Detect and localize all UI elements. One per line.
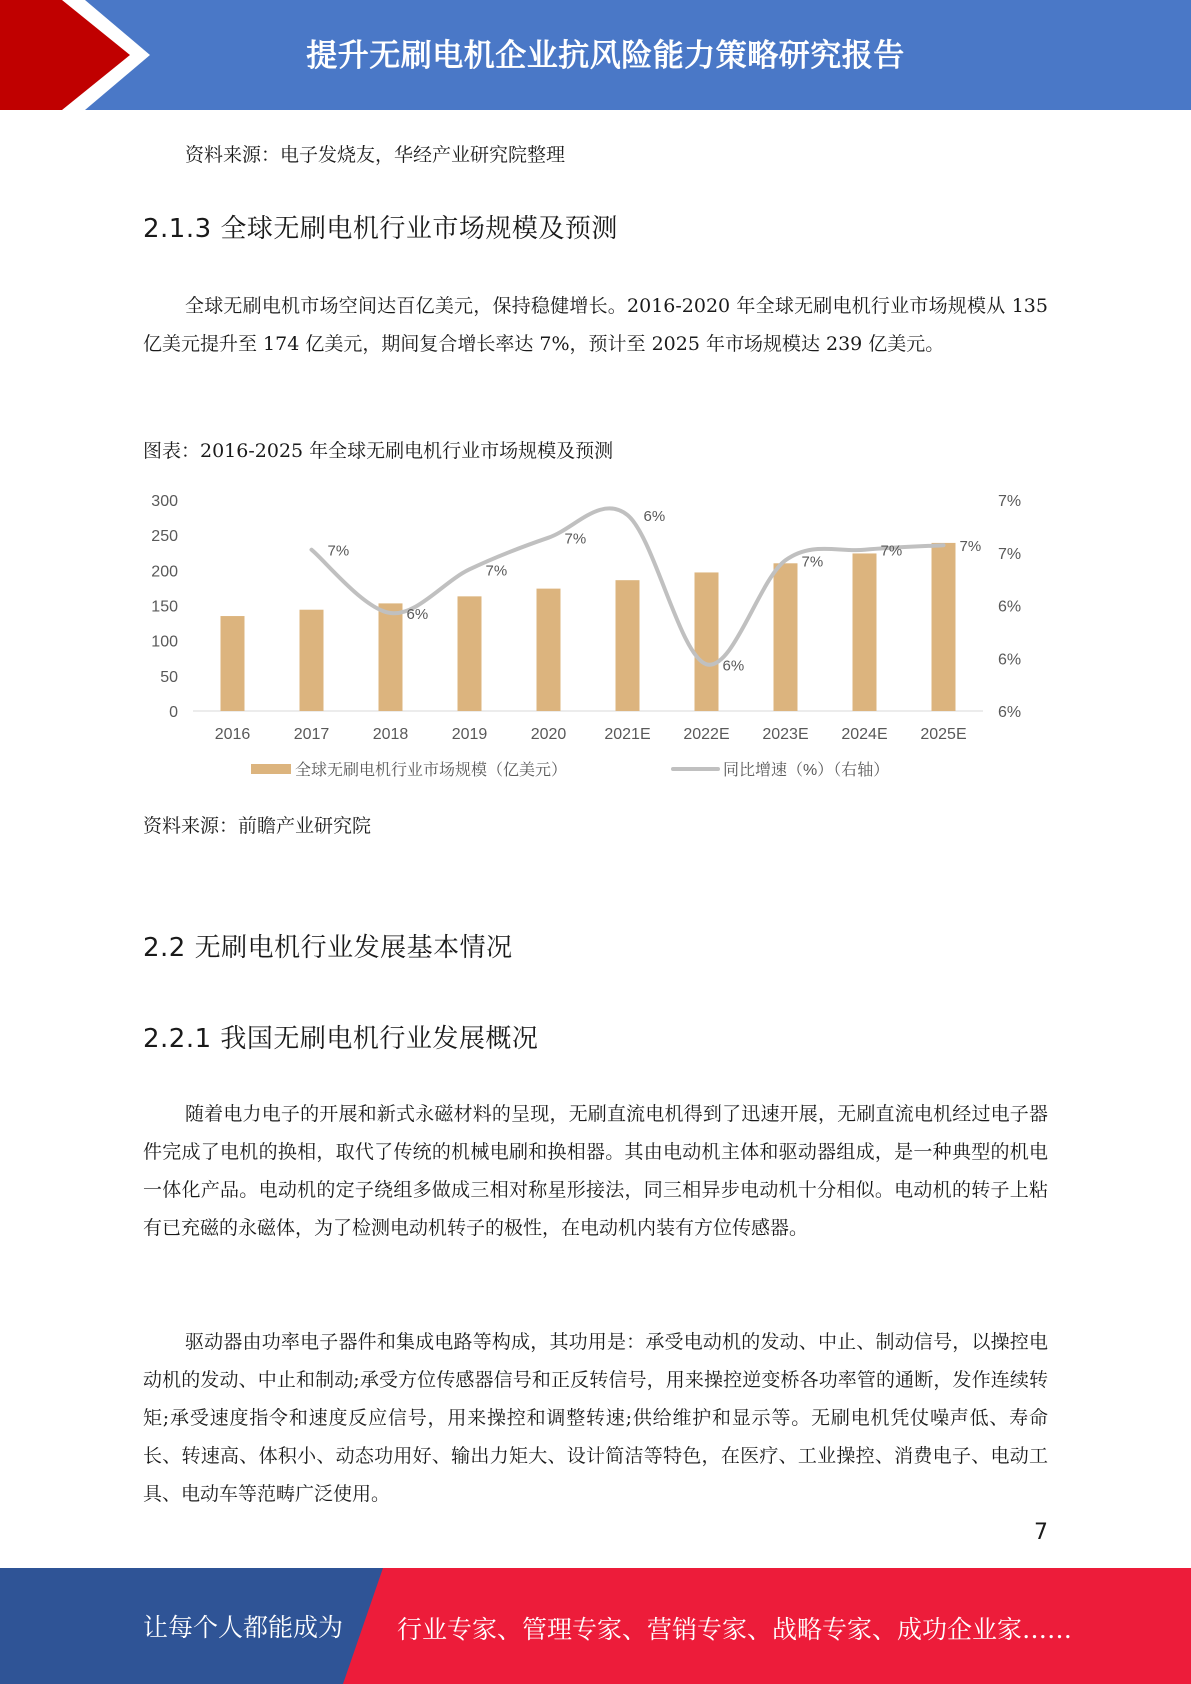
footer-slogan-right: 行业专家、管理专家、营销专家、战略专家、成功企业家…… [397, 1615, 1073, 1644]
x-axis-tick-label: 2023E [762, 726, 809, 743]
right-axis-tick-label: 6% [998, 598, 1022, 616]
section-2-1-3-paragraph: 全球无刷电机市场空间达百亿美元，保持稳健增长。2016-2020 年全球无刷电机行业市场规模从 135 亿美元提升至 174 亿美元，期间复合增长率达 7%，预计至 2025 年市场规模达 239 亿美元。 [143, 295, 1048, 355]
bar-market-size [221, 616, 245, 711]
bar-market-size [537, 589, 561, 711]
report-title: 提升无刷电机企业抗风险能力策略研究报告 [306, 38, 905, 74]
growth-rate-data-label: 7% [327, 542, 350, 560]
growth-rate-data-label: 7% [564, 530, 587, 548]
growth-rate-data-label: 7% [801, 553, 824, 571]
left-axis-tick-label: 0 [169, 704, 178, 721]
legend-line-label: 同比增速（%）（右轴） [723, 762, 890, 779]
intro-source-note: 资料来源：电子发烧友，华经产业研究院整理 [185, 144, 566, 166]
section-heading-2-1-3: 2.1.3 全球无刷电机行业市场规模及预测 [143, 214, 618, 244]
left-axis-tick-label: 200 [151, 563, 178, 581]
page-number: 7 [1034, 1520, 1048, 1545]
x-axis-tick-label: 2022E [683, 726, 730, 743]
bar-market-size [932, 543, 956, 711]
section-heading-2-2-1: 2.2.1 我国无刷电机行业发展概况 [143, 1024, 539, 1054]
page-header [0, 0, 1191, 110]
right-axis-tick-label: 6% [998, 651, 1022, 669]
x-axis-tick-label: 2016 [214, 726, 251, 743]
bar-market-size [379, 603, 403, 711]
x-axis-tick-label: 2018 [372, 726, 409, 743]
growth-rate-data-label: 7% [959, 538, 982, 556]
x-axis-tick-label: 2024E [841, 726, 888, 743]
page-footer [0, 1568, 1191, 1684]
growth-rate-data-label: 7% [880, 542, 903, 560]
growth-rate-data-label: 6% [722, 657, 745, 675]
right-axis-tick-label: 7% [998, 545, 1022, 563]
growth-rate-data-label: 6% [643, 508, 666, 526]
section-2-2-1-paragraph-1: 随着电力电子的开展和新式永磁材料的呈现，无刷直流电机得到了迅速开展，无刷直流电机经过电子器件完成了电机的换相，取代了传统的机械电刷和换相器。其由电动机主体和驱动器组成，是一种典型的机电一体化产品。电动机的定子绕组多做成三相对称星形接法，同三相异步电动机十分相似。电动机的转子上粘有已充磁的永磁体，为了检测电动机转子的极性，在电动机内装有方位传感器。 [143, 1103, 1048, 1239]
left-axis-tick-label: 50 [160, 668, 178, 686]
right-axis-tick-label: 7% [998, 493, 1022, 510]
x-axis-tick-label: 2021E [604, 726, 651, 743]
growth-rate-data-label: 7% [485, 562, 508, 580]
figure-source: 资料来源：前瞻产业研究院 [143, 815, 372, 837]
legend-bar-swatch [251, 764, 291, 774]
footer-slogan-left: 让每个人都能成为 [143, 1613, 344, 1642]
bar-market-size [616, 580, 640, 711]
x-axis-tick-label: 2017 [293, 726, 330, 743]
section-2-2-1-paragraph-2: 驱动器由功率电子器件和集成电路等构成，其功用是：承受电动机的发动、中止、制动信号，以操控电动机的发动、中止和制动;承受方位传感器信号和正反转信号，用来操控逆变桥各功率管的通断，发作连续转矩;承受速度指令和速度反应信号，用来操控和调整转速;供给维护和显示等。无刷电机凭仗噪声低、寿命长、转速高、体积小、动态功用好、输出力矩大、设计简洁等特色，在医疗、工业操控、消费电子、电动工具、电动车等范畴广泛使用。 [143, 1331, 1048, 1505]
bar-market-size [300, 610, 324, 711]
bar-market-size [458, 596, 482, 711]
figure-caption: 图表：2016-2025 年全球无刷电机行业市场规模及预测 [143, 440, 614, 462]
section-heading-2-2: 2.2 无刷电机行业发展基本情况 [143, 933, 513, 963]
market-size-chart [143, 478, 1023, 798]
bar-market-size [774, 563, 798, 711]
x-axis-tick-label: 2020 [530, 726, 567, 743]
x-axis-tick-label: 2019 [451, 726, 488, 743]
left-axis-tick-label: 300 [151, 493, 178, 510]
left-axis-tick-label: 250 [151, 528, 178, 546]
bar-market-size [695, 572, 719, 711]
right-axis-tick-label: 6% [998, 704, 1022, 721]
x-axis-tick-label: 2025E [920, 726, 967, 743]
growth-rate-data-label: 6% [406, 606, 429, 624]
bar-market-size [853, 553, 877, 711]
left-axis-tick-label: 100 [151, 633, 178, 651]
legend-bar-label: 全球无刷电机行业市场规模（亿美元） [295, 762, 568, 779]
left-axis-tick-label: 150 [151, 598, 178, 616]
